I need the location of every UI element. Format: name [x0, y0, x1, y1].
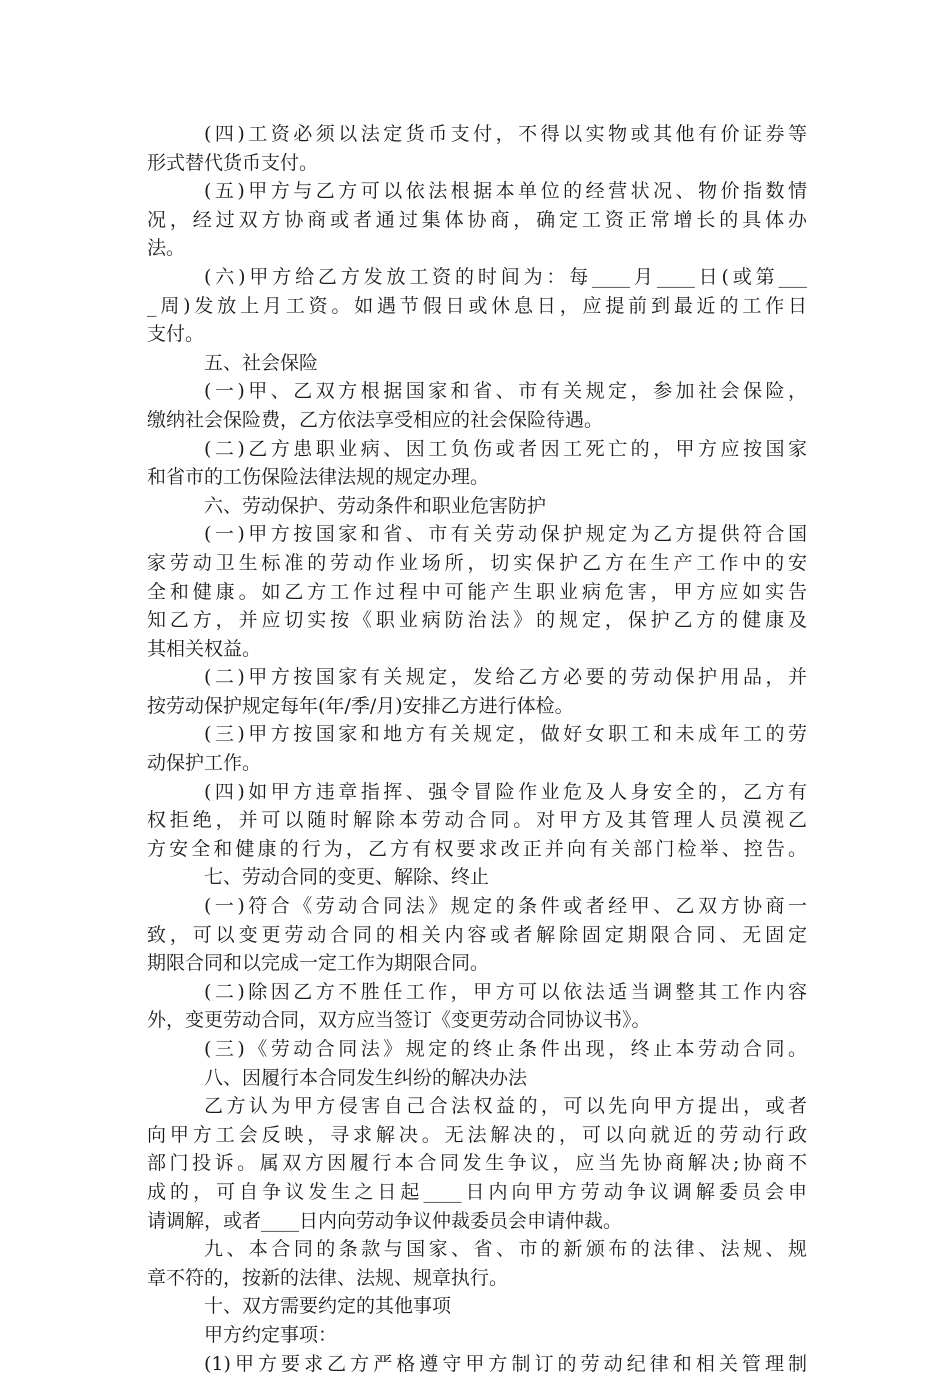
text-line: (二)除因乙方不胜任工作，甲方可以依法适当调整其工作内容: [204, 980, 807, 1003]
text-line: (一)符合《劳动合同法》规定的条件或者经甲、乙双方协商一: [204, 895, 807, 918]
text-line: 八、因履行本合同发生纠纷的解决办法: [204, 1066, 528, 1089]
text-line: (二)甲方按国家有关规定，发给乙方必要的劳动保护用品，并: [204, 666, 807, 689]
text-line: (一)甲方按国家和省、市有关劳动保护规定为乙方提供符合国: [204, 523, 807, 546]
text-line: (1)甲方要求乙方严格遵守甲方制订的劳动纪律和相关管理制: [204, 1352, 807, 1375]
text-line: 致，可以变更劳动合同的相关内容或者解除固定期限合同、无固定: [147, 923, 807, 946]
text-line: 家劳动卫生标准的劳动作业场所，切实保护乙方在生产工作中的安: [147, 551, 807, 574]
text-line: 九、本合同的条款与国家、省、市的新颁布的法律、法规、规: [204, 1238, 807, 1261]
text-line: 期限合同和以完成一定工作为期限合同。: [147, 952, 490, 975]
text-line: 向甲方工会反映，寻求解决。无法解决的，可以向就近的劳动行政: [147, 1123, 807, 1146]
text-line: _周)发放上月工资。如遇节假日或休息日，应提前到最近的工作日: [147, 294, 807, 317]
text-line: 全和健康。如乙方工作过程中可能产生职业病危害，甲方应如实告: [147, 580, 807, 603]
text-line: (一)甲、乙双方根据国家和省、市有关规定，参加社会保险，: [204, 380, 807, 403]
text-line: 形式替代货币支付。: [147, 151, 319, 174]
text-line: 十、双方需要约定的其他事项: [204, 1295, 452, 1318]
text-line: 动保护工作。: [147, 752, 262, 775]
text-line: 请调解，或者____日内向劳动争议仲裁委员会申请仲裁。: [147, 1209, 623, 1232]
text-line: (六)甲方给乙方发放工资的时间为：每____月____日(或第___: [204, 265, 807, 288]
text-line: 和省市的工伤保险法律法规的规定办理。: [147, 466, 490, 489]
text-line: 外，变更劳动合同，双方应当签订《变更劳动合同协议书》。: [147, 1009, 651, 1032]
text-line: (三)甲方按国家和地方有关规定，做好女职工和未成年工的劳: [204, 723, 807, 746]
text-line: 方安全和健康的行为，乙方有权要求改正并向有关部门检举、控告。: [147, 837, 807, 860]
text-line: 缴纳社会保险费，乙方依法享受相应的社会保险待遇。: [147, 408, 604, 431]
text-line: 六、劳动保护、劳动条件和职业危害防护: [204, 494, 547, 517]
text-line: 按劳动保护规定每年(年/季/月)安排乙方进行体检。: [147, 694, 574, 717]
text-line: 知乙方，并应切实按《职业病防治法》的规定，保护乙方的健康及: [147, 609, 807, 632]
text-line: 章不符的，按新的法律、法规、规章执行。: [147, 1266, 509, 1289]
text-line: (五)甲方与乙方可以依法根据本单位的经营状况、物价指数情: [204, 180, 807, 203]
text-line: 成的，可自争议发生之日起____日内向甲方劳动争议调解委员会申: [147, 1180, 807, 1203]
text-line: (二)乙方患职业病、因工负伤或者因工死亡的，甲方应按国家: [204, 437, 807, 460]
text-line: 七、劳动合同的变更、解除、终止: [204, 866, 490, 889]
text-line: 五、社会保险: [204, 351, 319, 374]
text-line: (四)如甲方违章指挥、强令冒险作业危及人身安全的，乙方有: [204, 780, 807, 803]
text-line: 甲方约定事项：: [204, 1323, 338, 1346]
contract-text-body: [147, 120, 807, 1378]
text-line: 支付。: [147, 323, 205, 346]
text-line: (四)工资必须以法定货币支付，不得以实物或其他有价证券等: [204, 123, 807, 145]
text-line: 权拒绝，并可以随时解除本劳动合同。对甲方及其管理人员漠视乙: [147, 809, 807, 832]
text-line: 部门投诉。属双方因履行本合同发生争议，应当先协商解决;协商不: [147, 1152, 807, 1175]
text-line: 乙方认为甲方侵害自己合法权益的，可以先向甲方提出，或者: [204, 1095, 807, 1118]
text-line: (三)《劳动合同法》规定的终止条件出现，终止本劳动合同。: [204, 1038, 807, 1060]
text-line: 况，经过双方协商或者通过集体协商，确定工资正常增长的具体办: [147, 208, 807, 231]
text-line: 其相关权益。: [147, 637, 262, 660]
text-line: 法。: [147, 237, 186, 260]
